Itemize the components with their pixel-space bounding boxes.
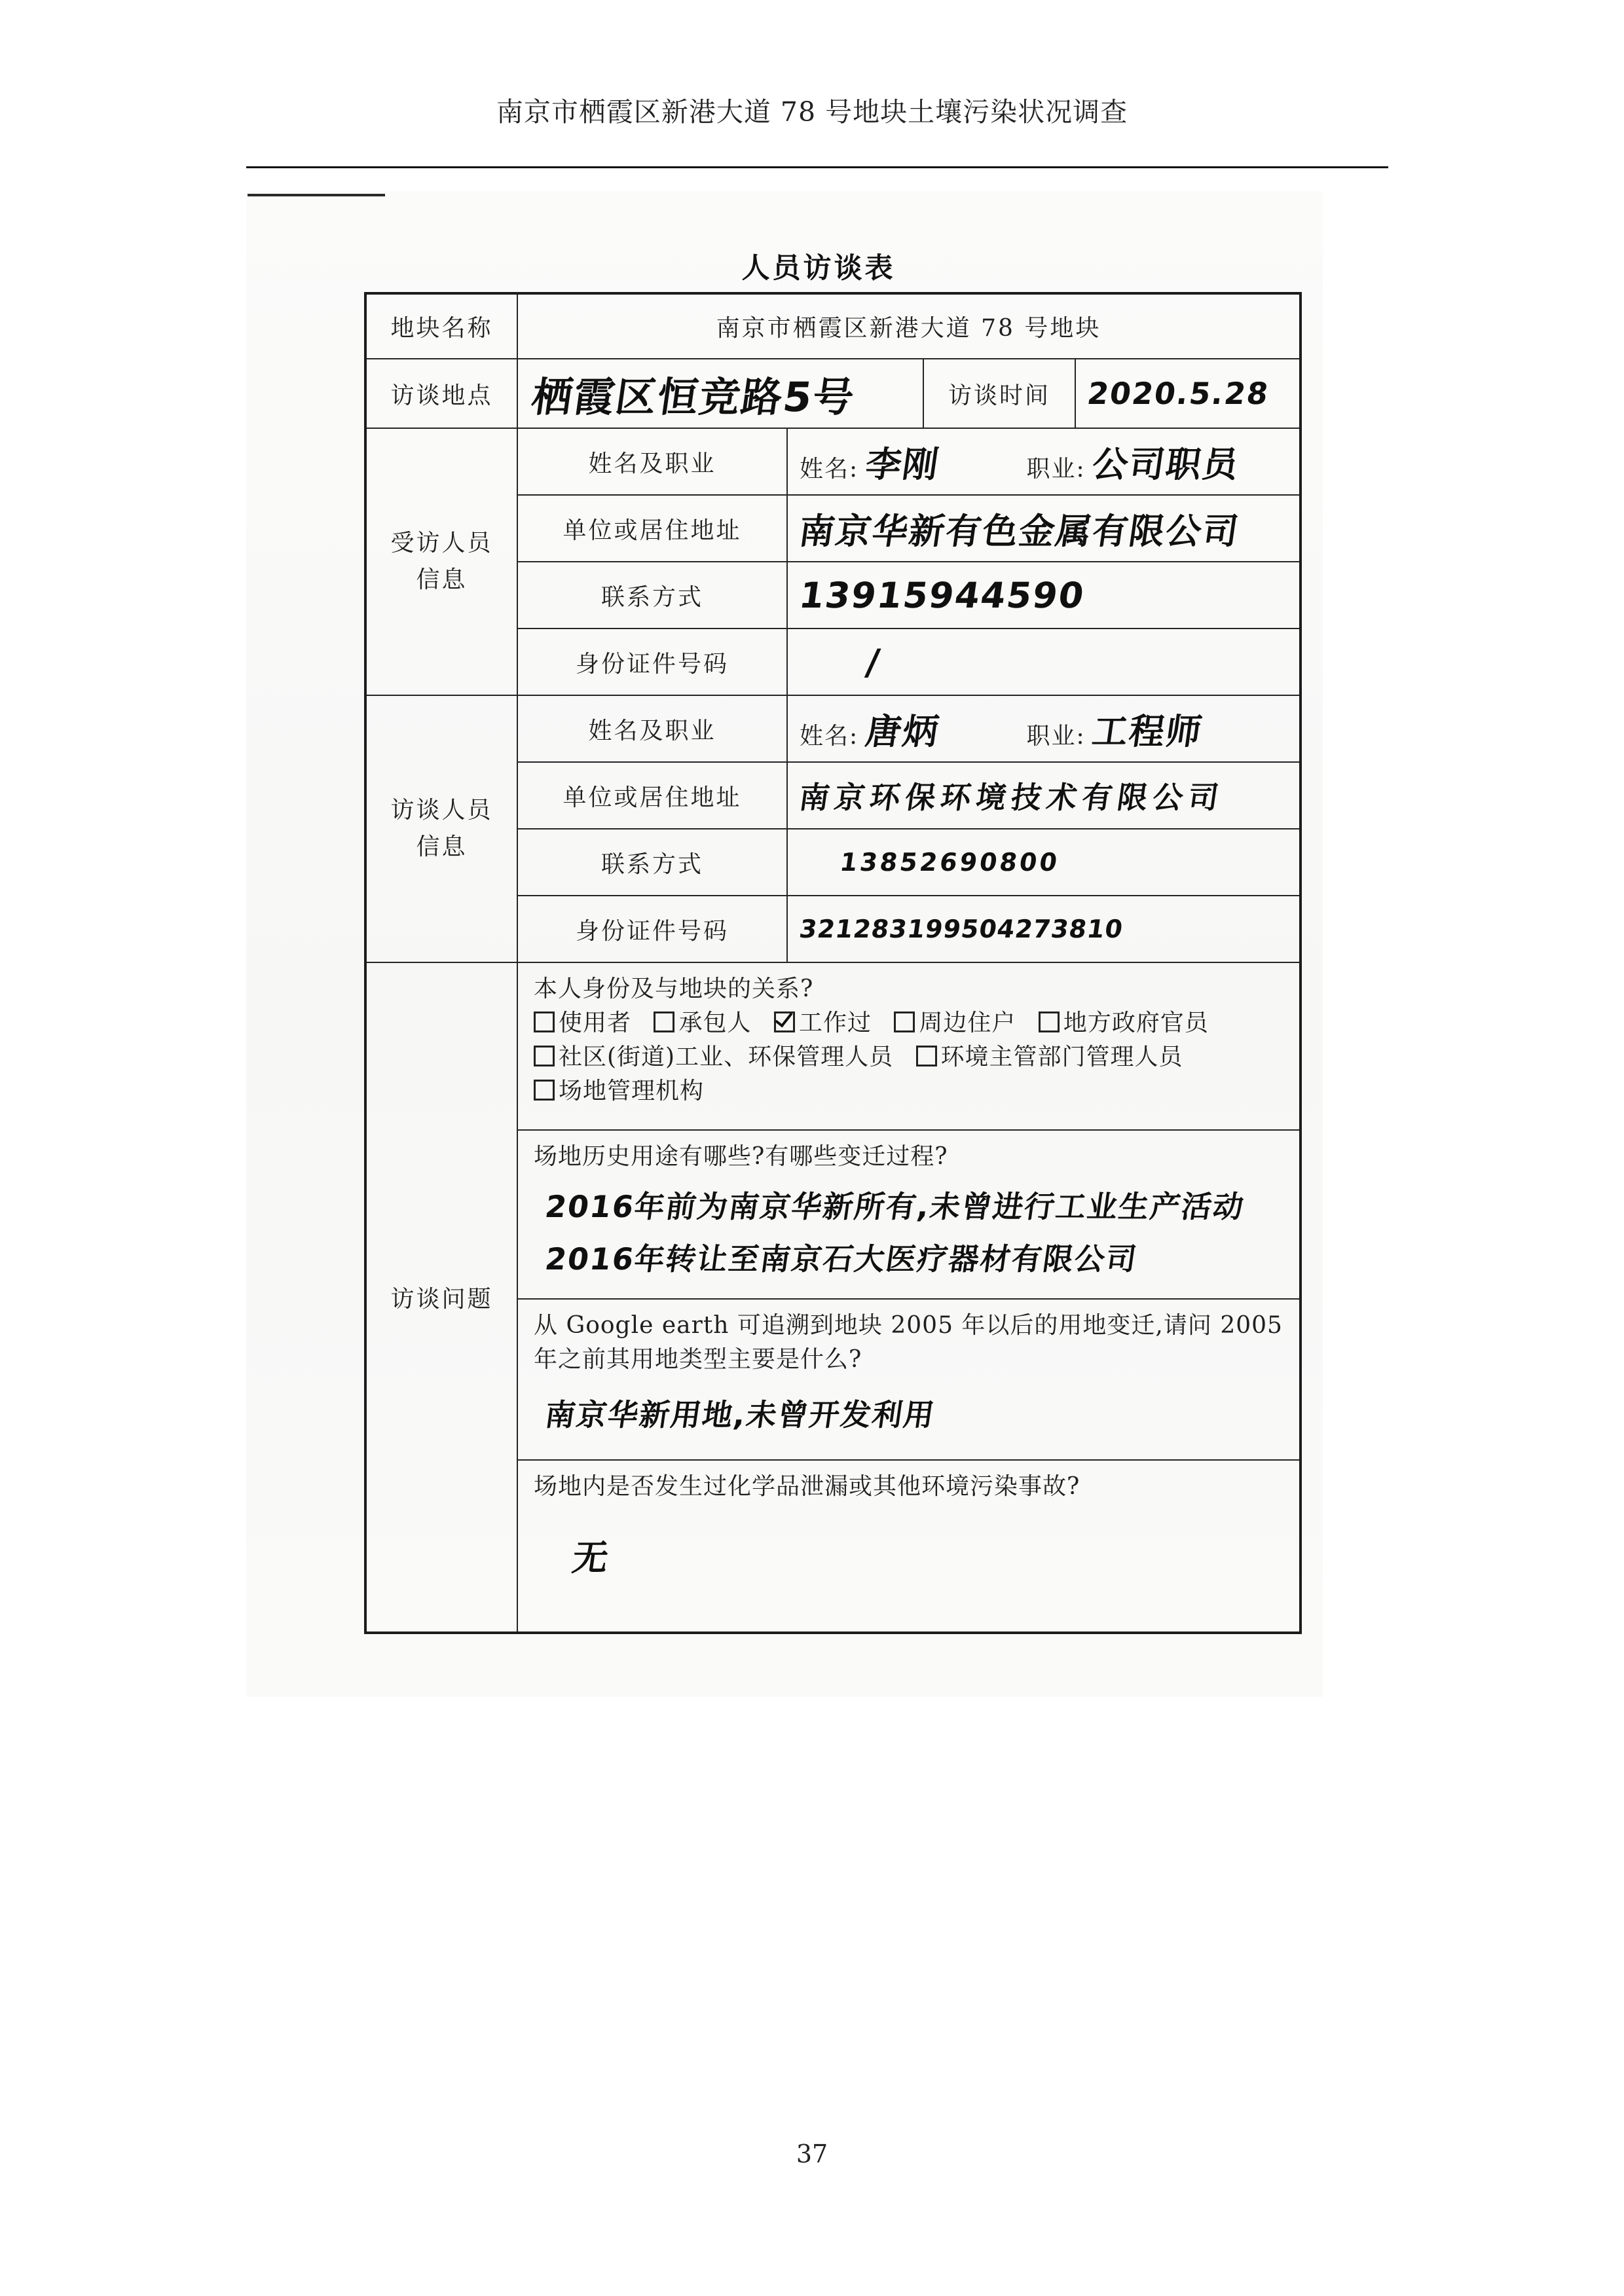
interviewee-contact-label: 联系方式: [517, 562, 787, 629]
question-3-answer-cell: [534, 1391, 1283, 1434]
interviewer-address-value: 南京环保环境技术有限公司: [796, 780, 1227, 815]
interviewee-id-label: 身份证件号码: [517, 629, 787, 695]
option-label: 社区(街道)工业、环保管理人员: [559, 1044, 894, 1070]
interviewee-name-value: 李刚: [862, 443, 942, 485]
question-1-text: 本人身份及与地块的关系?: [534, 975, 814, 1002]
checkbox-icon: [534, 1080, 555, 1101]
question-4-text: 场地内是否发生过化学品泄漏或其他环境污染事故?: [534, 1473, 1080, 1500]
interviewee-job-prefix: 职业:: [1026, 455, 1086, 483]
interviewer-id-value: 321283199504273810: [797, 915, 1126, 943]
interviewer-contact-label: 联系方式: [517, 829, 787, 896]
checkbox-icon: [894, 1011, 915, 1032]
interviewee-contact-cell: [787, 562, 1301, 629]
question-3-text-line1: 从 Google earth 可追溯到地块 2005 年以后的用地变迁,请问 2005: [534, 1312, 1283, 1339]
interviewer-name-job-cell: [787, 695, 1301, 762]
interviewer-address-cell: [787, 762, 1301, 829]
interviewer-id-label: 身份证件号码: [517, 896, 787, 962]
interviewee-id-value: /: [863, 641, 884, 683]
interviewer-label-line2: 信息: [416, 833, 468, 860]
interviewee-label-line2: 信息: [416, 566, 468, 593]
interviewer-contact-value: 13852690800: [838, 848, 1061, 877]
checkbox-icon: [916, 1046, 937, 1066]
question-4-answer: 无: [570, 1537, 612, 1578]
option-label: 场地管理机构: [559, 1078, 705, 1104]
interviewer-job-value: 工程师: [1090, 710, 1206, 752]
interviewer-name-prefix: 姓名:: [800, 722, 859, 750]
question-3-answer: 南京华新用地,未曾开发利用: [542, 1397, 938, 1432]
interviewer-contact-cell: [787, 829, 1301, 896]
question-4-answer-cell: [534, 1530, 1283, 1580]
interviewer-id-cell: [787, 896, 1301, 962]
interviewee-name-prefix: 姓名:: [800, 455, 859, 483]
question-2-text: 场地历史用途有哪些?有哪些变迁过程?: [534, 1143, 948, 1170]
question-2-cell: [517, 1130, 1301, 1299]
questions-section-label: 访谈问题: [365, 962, 517, 1633]
interviewee-contact-value: 13915944590: [796, 574, 1088, 616]
row-interviewee-name: [365, 428, 1301, 495]
time-value-cell: [1075, 359, 1301, 428]
interviewer-address-label: 单位或居住地址: [517, 762, 787, 829]
interviewer-name-value: 唐炳: [862, 710, 942, 752]
checkbox-icon: [1039, 1011, 1060, 1032]
interviewee-address-cell: [787, 495, 1301, 562]
row-interviewer-name: [365, 695, 1301, 762]
interviewee-job-value: 公司职员: [1090, 443, 1242, 485]
question-2-answer-line2: 2016年转让至南京石大医疗器材有限公司: [543, 1241, 1140, 1277]
option-label: 使用者: [559, 1010, 632, 1036]
interviewee-name-label: 姓名及职业: [517, 428, 787, 495]
option-label: 周边住户: [919, 1010, 1016, 1036]
row-question-1: [365, 962, 1301, 1130]
form-title: 人员访谈表: [741, 252, 896, 285]
question-2-answer-line1: 2016年前为南京华新所有,未曾进行工业生产活动: [543, 1189, 1247, 1224]
question-3-text-line2: 年之前其用地类型主要是什么?: [534, 1346, 862, 1373]
checkbox-icon: [654, 1011, 674, 1032]
option-label: 承包人: [678, 1010, 752, 1036]
question-4-cell: [517, 1460, 1301, 1633]
interviewee-name-job-cell: [787, 428, 1301, 495]
row-location-time: [365, 359, 1301, 428]
question-2-answer: [534, 1180, 1283, 1285]
question-3-cell: [517, 1299, 1301, 1460]
checkbox-icon: [534, 1046, 555, 1066]
interviewee-section-label: [365, 428, 517, 695]
interviewer-section-label: [365, 695, 517, 962]
interviewee-id-cell: [787, 629, 1301, 695]
option-label: 工作过: [798, 1010, 872, 1036]
interview-form-table: [364, 292, 1302, 1634]
interviewee-address-value: 南京华新有色金属有限公司: [796, 510, 1242, 552]
site-name-value: 南京市栖霞区新港大道 78 号地块: [517, 293, 1301, 359]
page-number: 37: [796, 2140, 828, 2168]
time-label: 访谈时间: [923, 359, 1075, 428]
interviewer-name-label: 姓名及职业: [517, 695, 787, 762]
checkbox-checked-icon: [774, 1011, 795, 1032]
interviewee-label-line1: 受访人员: [390, 530, 493, 556]
question-1-options-line3: [534, 1074, 1283, 1108]
location-label: 访谈地点: [365, 359, 517, 428]
interviewer-job-prefix: 职业:: [1026, 722, 1086, 750]
question-1-options-line1: [534, 1006, 1283, 1040]
location-value-cell: [517, 359, 923, 428]
question-1-options-line2: [534, 1040, 1283, 1074]
scan-edge-mark: [248, 194, 385, 196]
page-header-title: 南京市栖霞区新港大道 78 号地块土壤污染状况调查: [496, 96, 1128, 128]
time-value: 2020.5.28: [1085, 376, 1272, 411]
question-1-cell: [517, 962, 1301, 1130]
option-label: 地方政府官员: [1063, 1010, 1209, 1036]
option-label: 环境主管部门管理人员: [940, 1044, 1183, 1070]
site-name-label: 地块名称: [365, 293, 517, 359]
interviewee-address-label: 单位或居住地址: [517, 495, 787, 562]
checkbox-icon: [534, 1011, 555, 1032]
location-value: 栖霞区恒竞路5号: [528, 373, 858, 421]
row-site-name: [365, 293, 1301, 359]
header-divider: [246, 166, 1388, 168]
interviewer-label-line1: 访谈人员: [390, 797, 493, 824]
